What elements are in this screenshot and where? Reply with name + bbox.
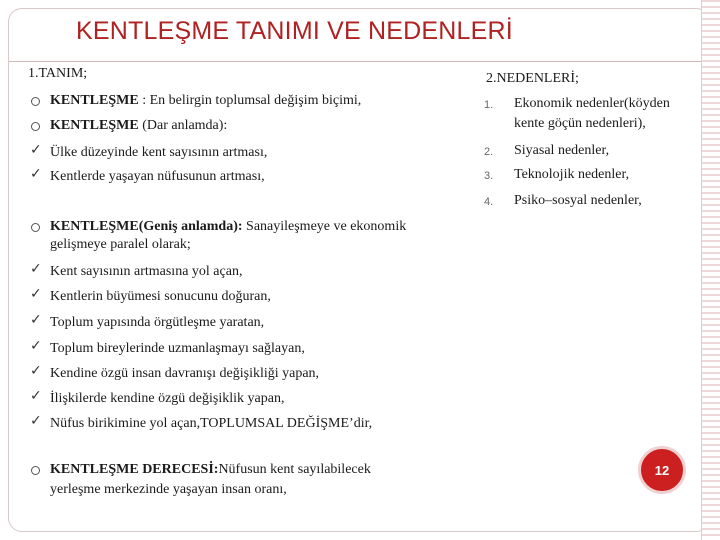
reason-3: Teknolojik nedenler, <box>514 167 630 182</box>
title-divider <box>9 61 711 62</box>
check-icon: ✓ <box>30 142 42 158</box>
genis-item: Kentlerin büyümesi sonucunu doğuran, <box>50 289 271 304</box>
circle-bullet-icon <box>31 122 40 131</box>
genis-item: İlişkilerde kendine özgü değişiklik yapan, <box>50 391 285 406</box>
reason-1-line-1: Ekonomik nedenler(köyden <box>514 96 670 111</box>
list-number: 3. <box>484 170 494 182</box>
check-icon: ✓ <box>30 312 42 328</box>
left-item-2: KENTLEŞME (Dar anlamda): <box>50 118 228 133</box>
reason-1-line-2: kente göçün nedenleri), <box>514 116 646 131</box>
left-item-4: Kentlerde yaşayan nüfusunun artması, <box>50 169 265 184</box>
check-icon: ✓ <box>30 413 42 429</box>
left-item-1: KENTLEŞME : En belirgin toplumsal değişim biçimi, <box>50 93 362 108</box>
genis-item: Kendine özgü insan davranışı değişikliği yapan, <box>50 366 320 381</box>
circle-bullet-icon <box>31 466 40 475</box>
genis-item: Nüfus birikimine yol açan,TOPLUMSAL DEĞİŞME’dir, <box>50 416 373 431</box>
page-number-badge: 12 <box>638 446 686 494</box>
genis-item: Toplum yapısında örgütleşme yaratan, <box>50 315 265 330</box>
list-number: 4. <box>484 196 494 208</box>
genis-line-1: KENTLEŞME(Geniş anlamda): Sanayileşmeye ve ekonomik <box>50 219 407 234</box>
list-number: 2. <box>484 146 494 158</box>
check-icon: ✓ <box>30 363 42 379</box>
decorative-stripes <box>701 0 720 540</box>
left-item-3: Ülke düzeyinde kent sayısının artması, <box>50 145 268 160</box>
reason-4: Psiko–sosyal nedenler, <box>514 193 642 208</box>
right-heading: 2.NEDENLERİ; <box>486 71 579 86</box>
check-icon: ✓ <box>30 286 42 302</box>
circle-bullet-icon <box>31 223 40 232</box>
check-icon: ✓ <box>30 166 42 182</box>
genis-item: Kent sayısının artmasına yol açan, <box>50 264 243 279</box>
check-icon: ✓ <box>30 338 42 354</box>
derece-line-2: yerleşme merkezinde yaşayan insan oranı, <box>50 482 287 497</box>
check-icon: ✓ <box>30 388 42 404</box>
circle-bullet-icon <box>31 97 40 106</box>
list-number: 1. <box>484 99 494 111</box>
genis-item: Toplum bireylerinde uzmanlaşmayı sağlayan, <box>50 341 305 356</box>
derece-line-1: KENTLEŞME DERECESİ:Nüfusun kent sayılabilecek <box>50 462 371 477</box>
genis-line-2: gelişmeye paralel olarak; <box>50 237 191 252</box>
check-icon: ✓ <box>30 261 42 277</box>
left-heading: 1.TANIM; <box>28 66 88 81</box>
reason-2: Siyasal nedenler, <box>514 143 610 158</box>
